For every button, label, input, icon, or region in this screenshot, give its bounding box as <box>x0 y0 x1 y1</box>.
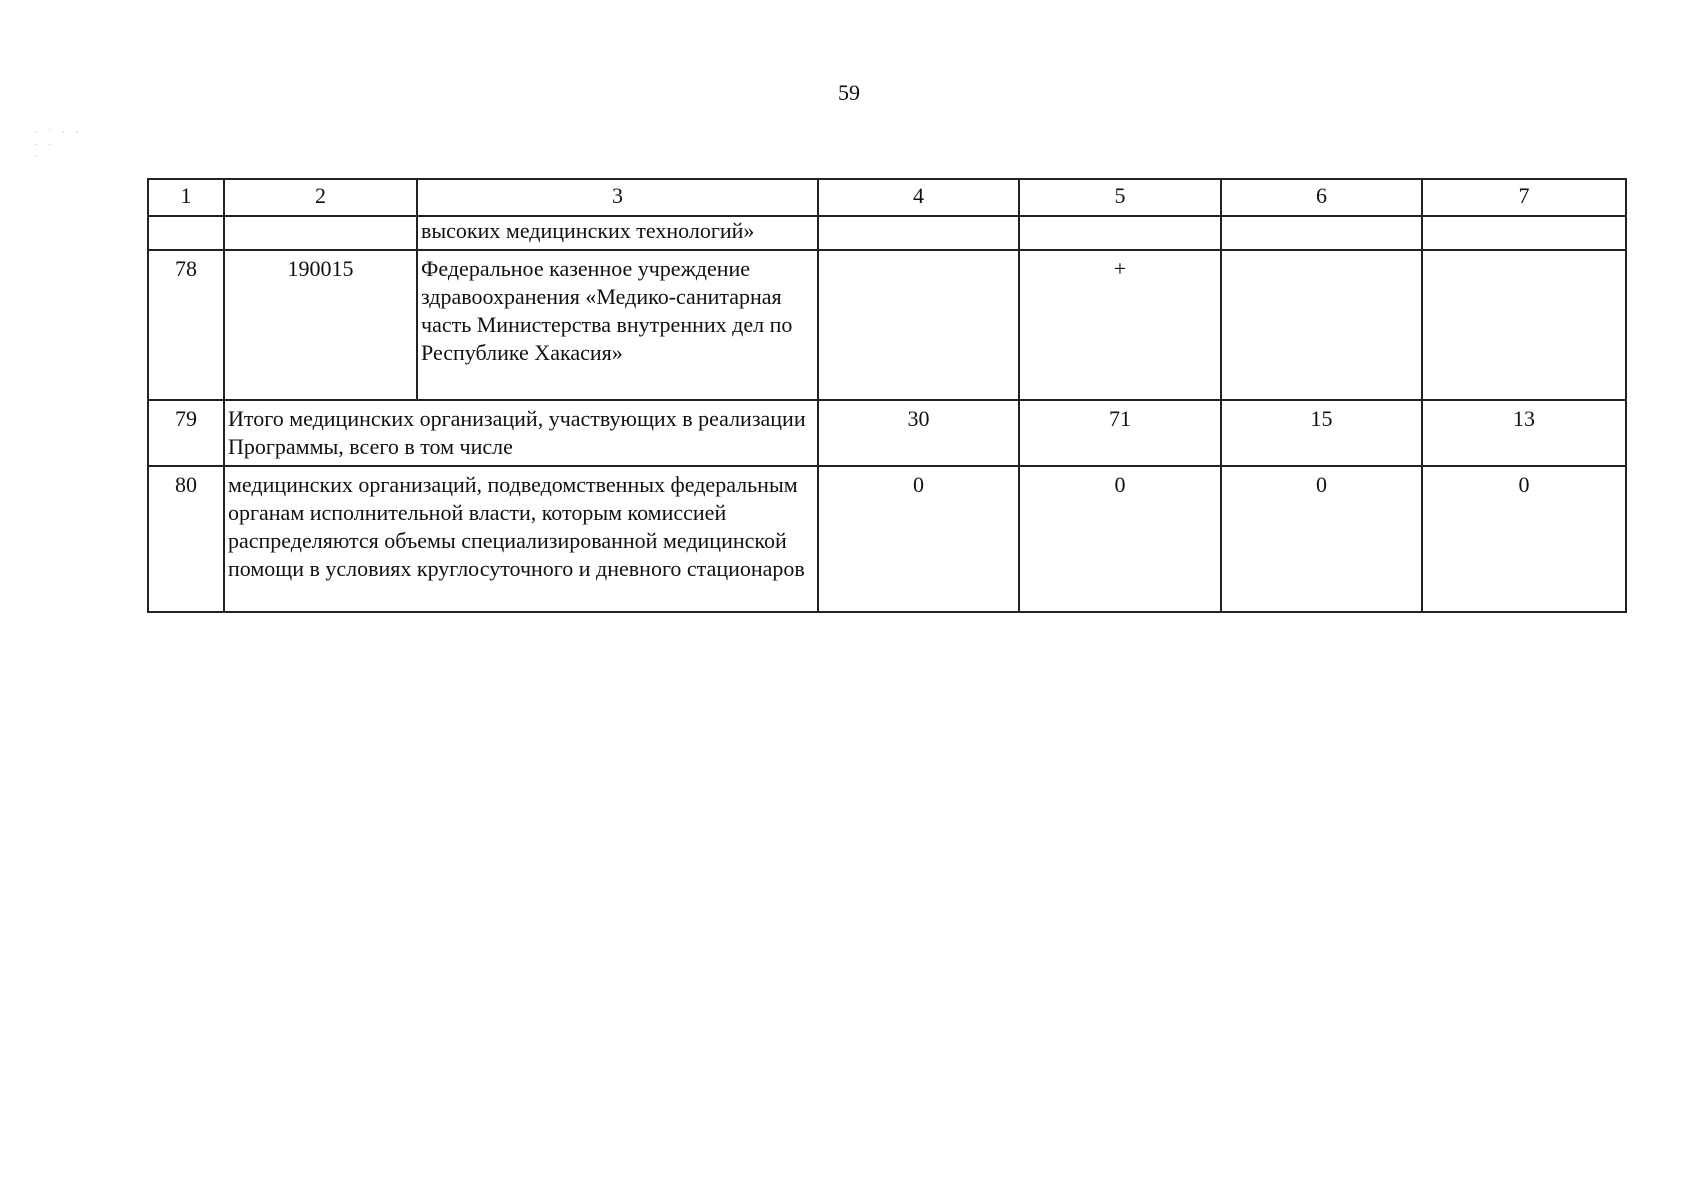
value-cell <box>1019 216 1221 250</box>
value-cell: 30 <box>818 400 1019 466</box>
table-row <box>148 400 1626 466</box>
row-number-cell: 79 <box>148 400 224 466</box>
row-number-cell: 78 <box>148 250 224 400</box>
header-cell: 5 <box>1019 179 1221 216</box>
value-cell <box>818 216 1019 250</box>
table-row <box>148 216 1626 250</box>
value-cell <box>1422 216 1626 250</box>
row-number-cell <box>148 216 224 250</box>
header-cell: 4 <box>818 179 1019 216</box>
table-row <box>148 466 1626 612</box>
organization-name-cell: высоких медицинских технологий» <box>417 216 818 250</box>
table-row <box>148 250 1626 400</box>
value-cell <box>1221 250 1422 400</box>
table-header-row <box>148 179 1626 216</box>
page-number: 59 <box>838 80 860 105</box>
value-cell: 0 <box>1019 466 1221 612</box>
code-cell: 190015 <box>224 250 417 400</box>
value-cell: 71 <box>1019 400 1221 466</box>
header-cell: 1 <box>148 179 224 216</box>
value-cell: 15 <box>1221 400 1422 466</box>
row-number-cell: 80 <box>148 466 224 612</box>
header-cell: 2 <box>224 179 417 216</box>
value-cell: + <box>1019 250 1221 400</box>
data-table <box>147 178 1627 613</box>
value-cell <box>1221 216 1422 250</box>
value-cell: 13 <box>1422 400 1626 466</box>
subtotal-label-cell: медицинских организаций, подведомственных федеральным органам исполнительной власти, которым комиссией распределяются объемы специализированной медицинской помощи в условиях круглосуточного и дневного стационаров <box>224 466 818 612</box>
organization-name-cell: Федеральное казенное учреждение здравоохранения «Медико-санитарная часть Министерства внутренних дел по Республике Хакасия» <box>417 250 818 400</box>
total-label-cell: Итого медицинских организаций, участвующих в реализации Программы, всего в том числе <box>224 400 818 466</box>
header-cell: 7 <box>1422 179 1626 216</box>
header-cell: 3 <box>417 179 818 216</box>
code-cell <box>224 216 417 250</box>
value-cell <box>818 250 1019 400</box>
value-cell: 0 <box>1221 466 1422 612</box>
value-cell <box>1422 250 1626 400</box>
scan-artifact: · ˙ · · · · · <box>34 128 83 163</box>
value-cell: 0 <box>818 466 1019 612</box>
value-cell: 0 <box>1422 466 1626 612</box>
header-cell: 6 <box>1221 179 1422 216</box>
